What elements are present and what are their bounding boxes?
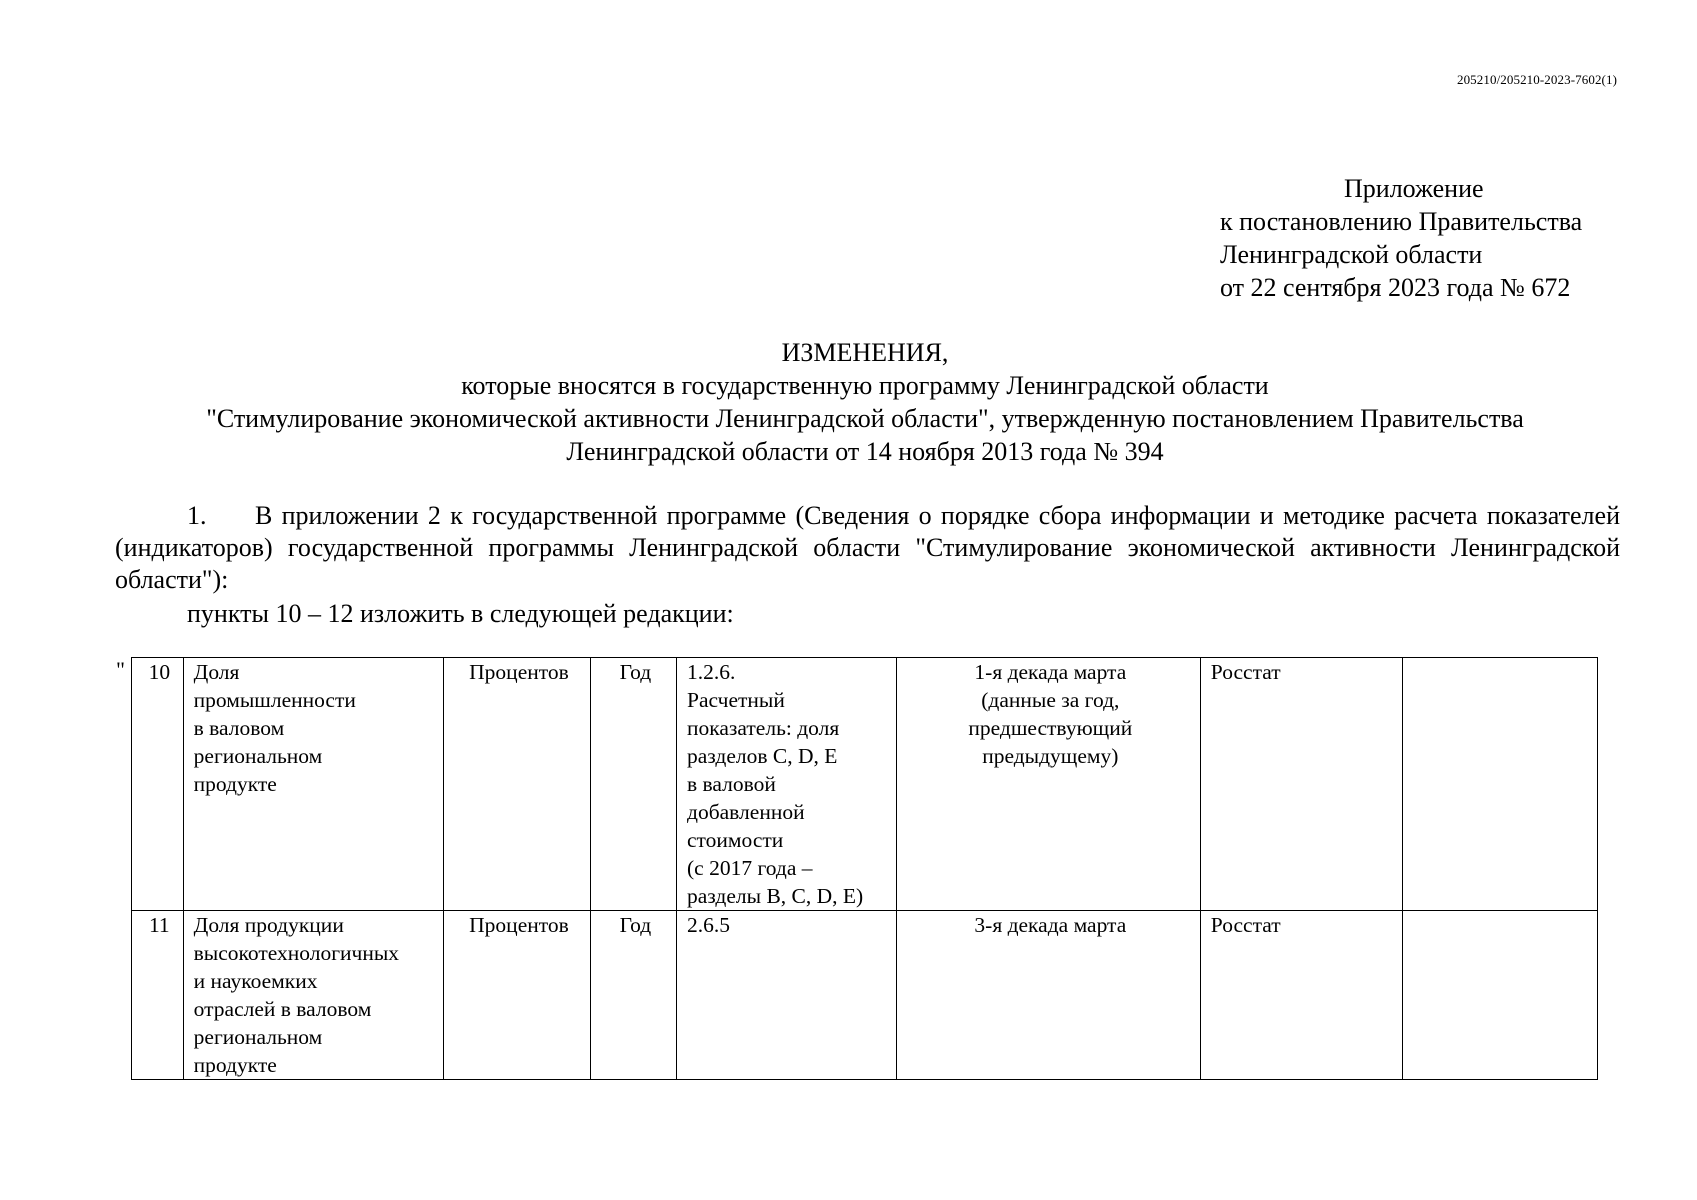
title-line-3: "Стимулирование экономической активности Ленинградской области", утвержденную постановлением Правительства bbox=[206, 404, 1524, 433]
title-line-4: Ленинградской области от 14 ноября 2013 года № 394 bbox=[566, 437, 1164, 466]
cell-number: 10 bbox=[132, 658, 184, 911]
item-number: 1. bbox=[187, 501, 207, 530]
title-line-1: ИЗМЕНЕНИЯ, bbox=[781, 338, 949, 367]
table-row bbox=[132, 658, 1598, 911]
appendix-header bbox=[1220, 172, 1640, 304]
title-line-2: которые вносятся в государственную программу Ленинградской области bbox=[461, 371, 1269, 400]
document-title bbox=[100, 336, 1630, 468]
cell-unit: Процентов bbox=[444, 658, 591, 911]
opening-quote: " bbox=[116, 657, 125, 682]
item-paragraph bbox=[115, 500, 1620, 596]
cell-indicator-name: Доля продукции высокотехнологичных и наукоемких отраслей в валовом региональном продукте bbox=[183, 911, 443, 1080]
table-row bbox=[132, 911, 1598, 1080]
cell-unit: Процентов bbox=[444, 911, 591, 1080]
cell-definition: 2.6.5 bbox=[677, 911, 897, 1080]
cell-period: Год bbox=[590, 658, 676, 911]
cell-extra bbox=[1403, 658, 1598, 911]
cell-timing: 1-я декада марта (данные за год, предшествующий предыдущему) bbox=[896, 658, 1200, 911]
appendix-line-2: к постановлению Правительства bbox=[1220, 207, 1583, 236]
indicators-table bbox=[131, 657, 1598, 1080]
cell-source: Росстат bbox=[1200, 911, 1403, 1080]
appendix-line-3: Ленинградской области bbox=[1220, 240, 1483, 269]
cell-timing: 3-я декада марта bbox=[896, 911, 1200, 1080]
appendix-line-1: Приложение bbox=[1344, 174, 1484, 203]
body-text bbox=[115, 500, 1620, 630]
document-id: 205210/205210-2023-7602(1) bbox=[1456, 72, 1617, 87]
cell-period: Год bbox=[590, 911, 676, 1080]
cell-extra bbox=[1403, 911, 1598, 1080]
cell-definition: 1.2.6. Расчетный показатель: доля разделов C, D, E в валовой добавленной стоимости (с 2017 года – разделы B, C, D, E) bbox=[677, 658, 897, 911]
appendix-line-4: от 22 сентября 2023 года № 672 bbox=[1220, 273, 1571, 302]
cell-indicator-name: Доля промышленности в валовом региональном продукте bbox=[183, 658, 443, 911]
cell-number: 11 bbox=[132, 911, 184, 1080]
item-text: В приложении 2 к государственной программе (Сведения о порядке сбора информации и методике расчета показателей (индикаторов) государственной программы Ленинградской области "Стимулирование экономической активности Ленинградской области"): bbox=[115, 501, 1620, 594]
sub-paragraph: пункты 10 – 12 изложить в следующей редакции: bbox=[187, 599, 734, 628]
cell-source: Росстат bbox=[1200, 658, 1403, 911]
